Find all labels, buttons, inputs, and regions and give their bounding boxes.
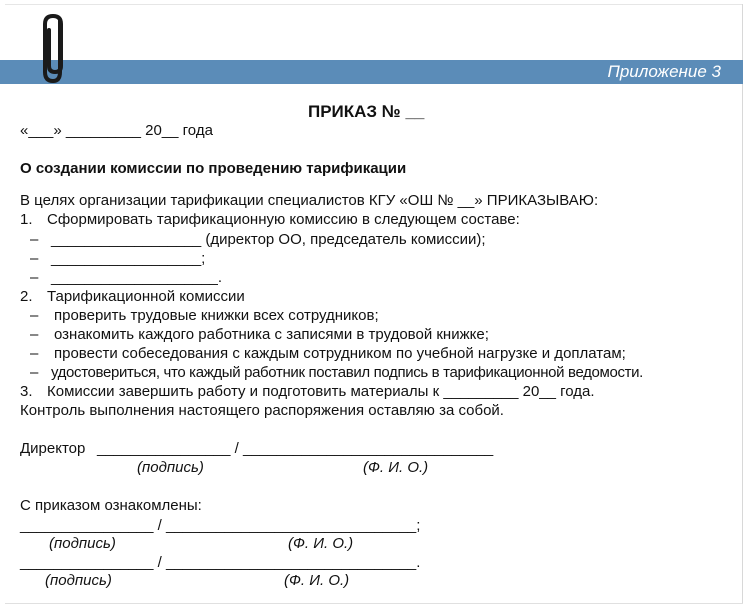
acquainted-caption-signature: (подпись) xyxy=(49,535,116,552)
order-subject: О создании комиссии по проведению тарификации xyxy=(20,160,407,177)
page-border-bottom xyxy=(5,603,743,604)
acquainted-caption-signature: (подпись) xyxy=(45,572,112,589)
acquainted-signature-line: ________________ / ______________________________. xyxy=(20,554,421,571)
item-3-text: Комиссии завершить работу и подготовить материалы к _________ 20__ года. xyxy=(47,383,595,400)
control-statement: Контроль выполнения настоящего распоряжения оставляю за собой. xyxy=(20,402,504,419)
director-signature-line: ________________ / ______________________________ xyxy=(97,440,494,457)
director-label: Директор xyxy=(20,440,86,457)
list-dash: – xyxy=(30,231,39,248)
task-verify-signatures: удостовериться, что каждый работник поставил подпись в тарификационной ведомости. xyxy=(51,364,643,381)
acquainted-heading: С приказом ознакомлены: xyxy=(20,497,202,514)
order-title: ПРИКАЗ № __ xyxy=(308,102,425,121)
commission-member-2: __________________; xyxy=(51,250,206,267)
commission-member-3: ____________________. xyxy=(51,269,223,286)
task-check-books: проверить трудовые книжки всех сотрудников; xyxy=(54,307,379,324)
director-caption-signature: (подпись) xyxy=(137,459,204,476)
date-line: «___» _________ 20__ года xyxy=(20,122,213,139)
item-1-number: 1. xyxy=(20,211,33,228)
appendix-banner xyxy=(0,60,743,84)
item-2-text: Тарификационной комиссии xyxy=(47,288,245,305)
list-dash: – xyxy=(30,326,39,343)
paperclip-icon xyxy=(33,8,73,88)
acquainted-caption-name: (Ф. И. О.) xyxy=(284,572,350,589)
acquainted-caption-name: (Ф. И. О.) xyxy=(288,535,354,552)
list-dash: – xyxy=(30,269,39,286)
acquainted-signature-line: ________________ / ______________________________; xyxy=(20,517,421,534)
item-2-number: 2. xyxy=(20,288,33,305)
task-familiarize: ознакомить каждого работника с записями в трудовой книжке; xyxy=(54,326,489,343)
page-border-top xyxy=(5,4,743,5)
director-caption-name: (Ф. И. О.) xyxy=(363,459,429,476)
list-dash: – xyxy=(30,364,39,381)
list-dash: – xyxy=(30,345,39,362)
list-dash: – xyxy=(30,250,39,267)
task-interviews: провести собеседования с каждым сотрудником по учебной нагрузке и доплатам; xyxy=(54,345,626,362)
appendix-label: Приложение 3 xyxy=(607,62,721,81)
page-border-right xyxy=(742,4,743,604)
list-dash: – xyxy=(30,307,39,324)
item-3-number: 3. xyxy=(20,383,33,400)
commission-member-chair: __________________ (директор ОО, председатель комиссии); xyxy=(51,231,486,248)
intro-paragraph: В целях организации тарификации специалистов КГУ «ОШ № __» ПРИКАЗЫВАЮ: xyxy=(20,192,599,209)
item-1-text: Сформировать тарификационную комиссию в следующем составе: xyxy=(47,211,520,228)
